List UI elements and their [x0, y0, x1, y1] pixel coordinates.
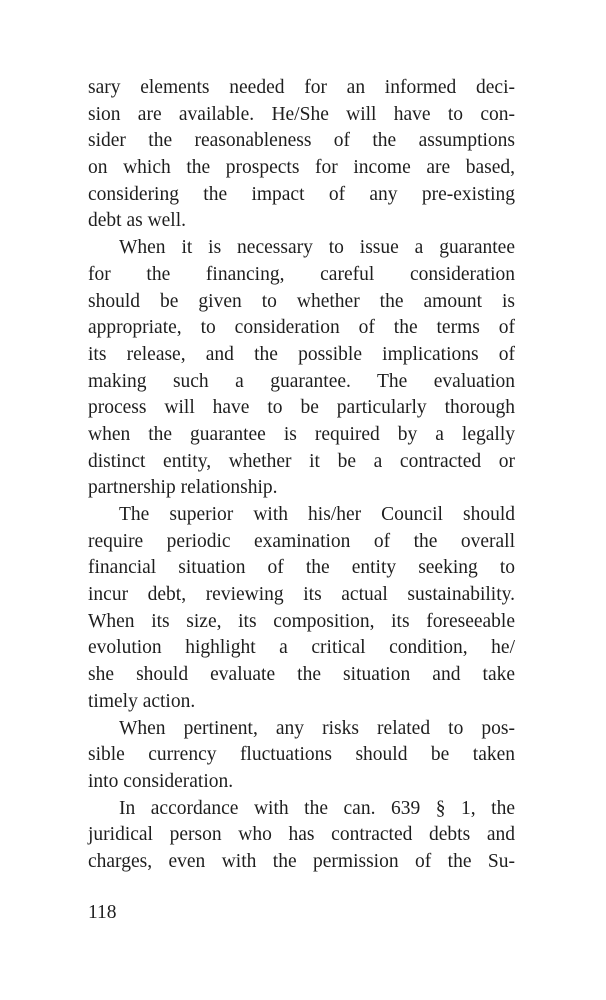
paragraph	[88, 716, 515, 796]
text-line: The superior with his/her Council should	[119, 504, 515, 525]
text-line: In accordance with the can. 639 § 1, the	[119, 797, 515, 819]
text-line: timely action.	[88, 690, 196, 712]
text-line: considering the impact of any pre-existing	[88, 183, 515, 205]
text-line: charges, even with the permission of the Su-	[88, 850, 515, 872]
text-line: debt as well.	[88, 210, 187, 232]
text-line: When its size, its composition, its foreseeable	[88, 610, 515, 632]
text-line: appropriate, to consideration of the terms of	[88, 317, 515, 339]
paragraph	[88, 235, 515, 502]
text-line: evolution highlight a critical condition, he/	[88, 637, 515, 659]
page-number: 118	[88, 902, 117, 923]
text-line: into consideration.	[88, 770, 234, 792]
paragraph	[88, 796, 515, 876]
text-line: distinct entity, whether it be a contracted or	[88, 450, 515, 472]
text-line: sion are available. He/She will have to con-	[88, 103, 515, 125]
text-line: require periodic examination of the overall	[88, 530, 515, 552]
text-line: When pertinent, any risks related to pos-	[119, 717, 515, 739]
paragraph	[88, 502, 515, 716]
text-line: for the financing, careful consideration	[88, 263, 515, 285]
text-line: should be given to whether the amount is	[88, 290, 515, 312]
text-line: process will have to be particularly thorough	[88, 397, 515, 419]
text-line: she should evaluate the situation and take	[88, 664, 515, 686]
text-line: juridical person who has contracted debts and	[88, 824, 515, 846]
text-line: incur debt, reviewing its actual sustainability.	[88, 584, 515, 606]
text-line: sary elements needed for an informed deci-	[88, 77, 515, 98]
text-line: partnership relationship.	[88, 477, 278, 499]
text-line: financial situation of the entity seeking to	[88, 557, 515, 579]
text-line: when the guarantee is required by a legally	[88, 423, 515, 445]
text-line: When it is necessary to issue a guarantee	[119, 237, 515, 259]
text-line: sider the reasonableness of the assumptions	[88, 130, 515, 152]
paragraph	[88, 75, 515, 235]
body-text	[88, 75, 515, 876]
text-line: sible currency fluctuations should be taken	[88, 744, 515, 766]
text-line: its release, and the possible implications of	[88, 343, 515, 365]
text-line: making such a guarantee. The evaluation	[88, 370, 515, 392]
text-line: on which the prospects for income are based,	[88, 157, 515, 179]
